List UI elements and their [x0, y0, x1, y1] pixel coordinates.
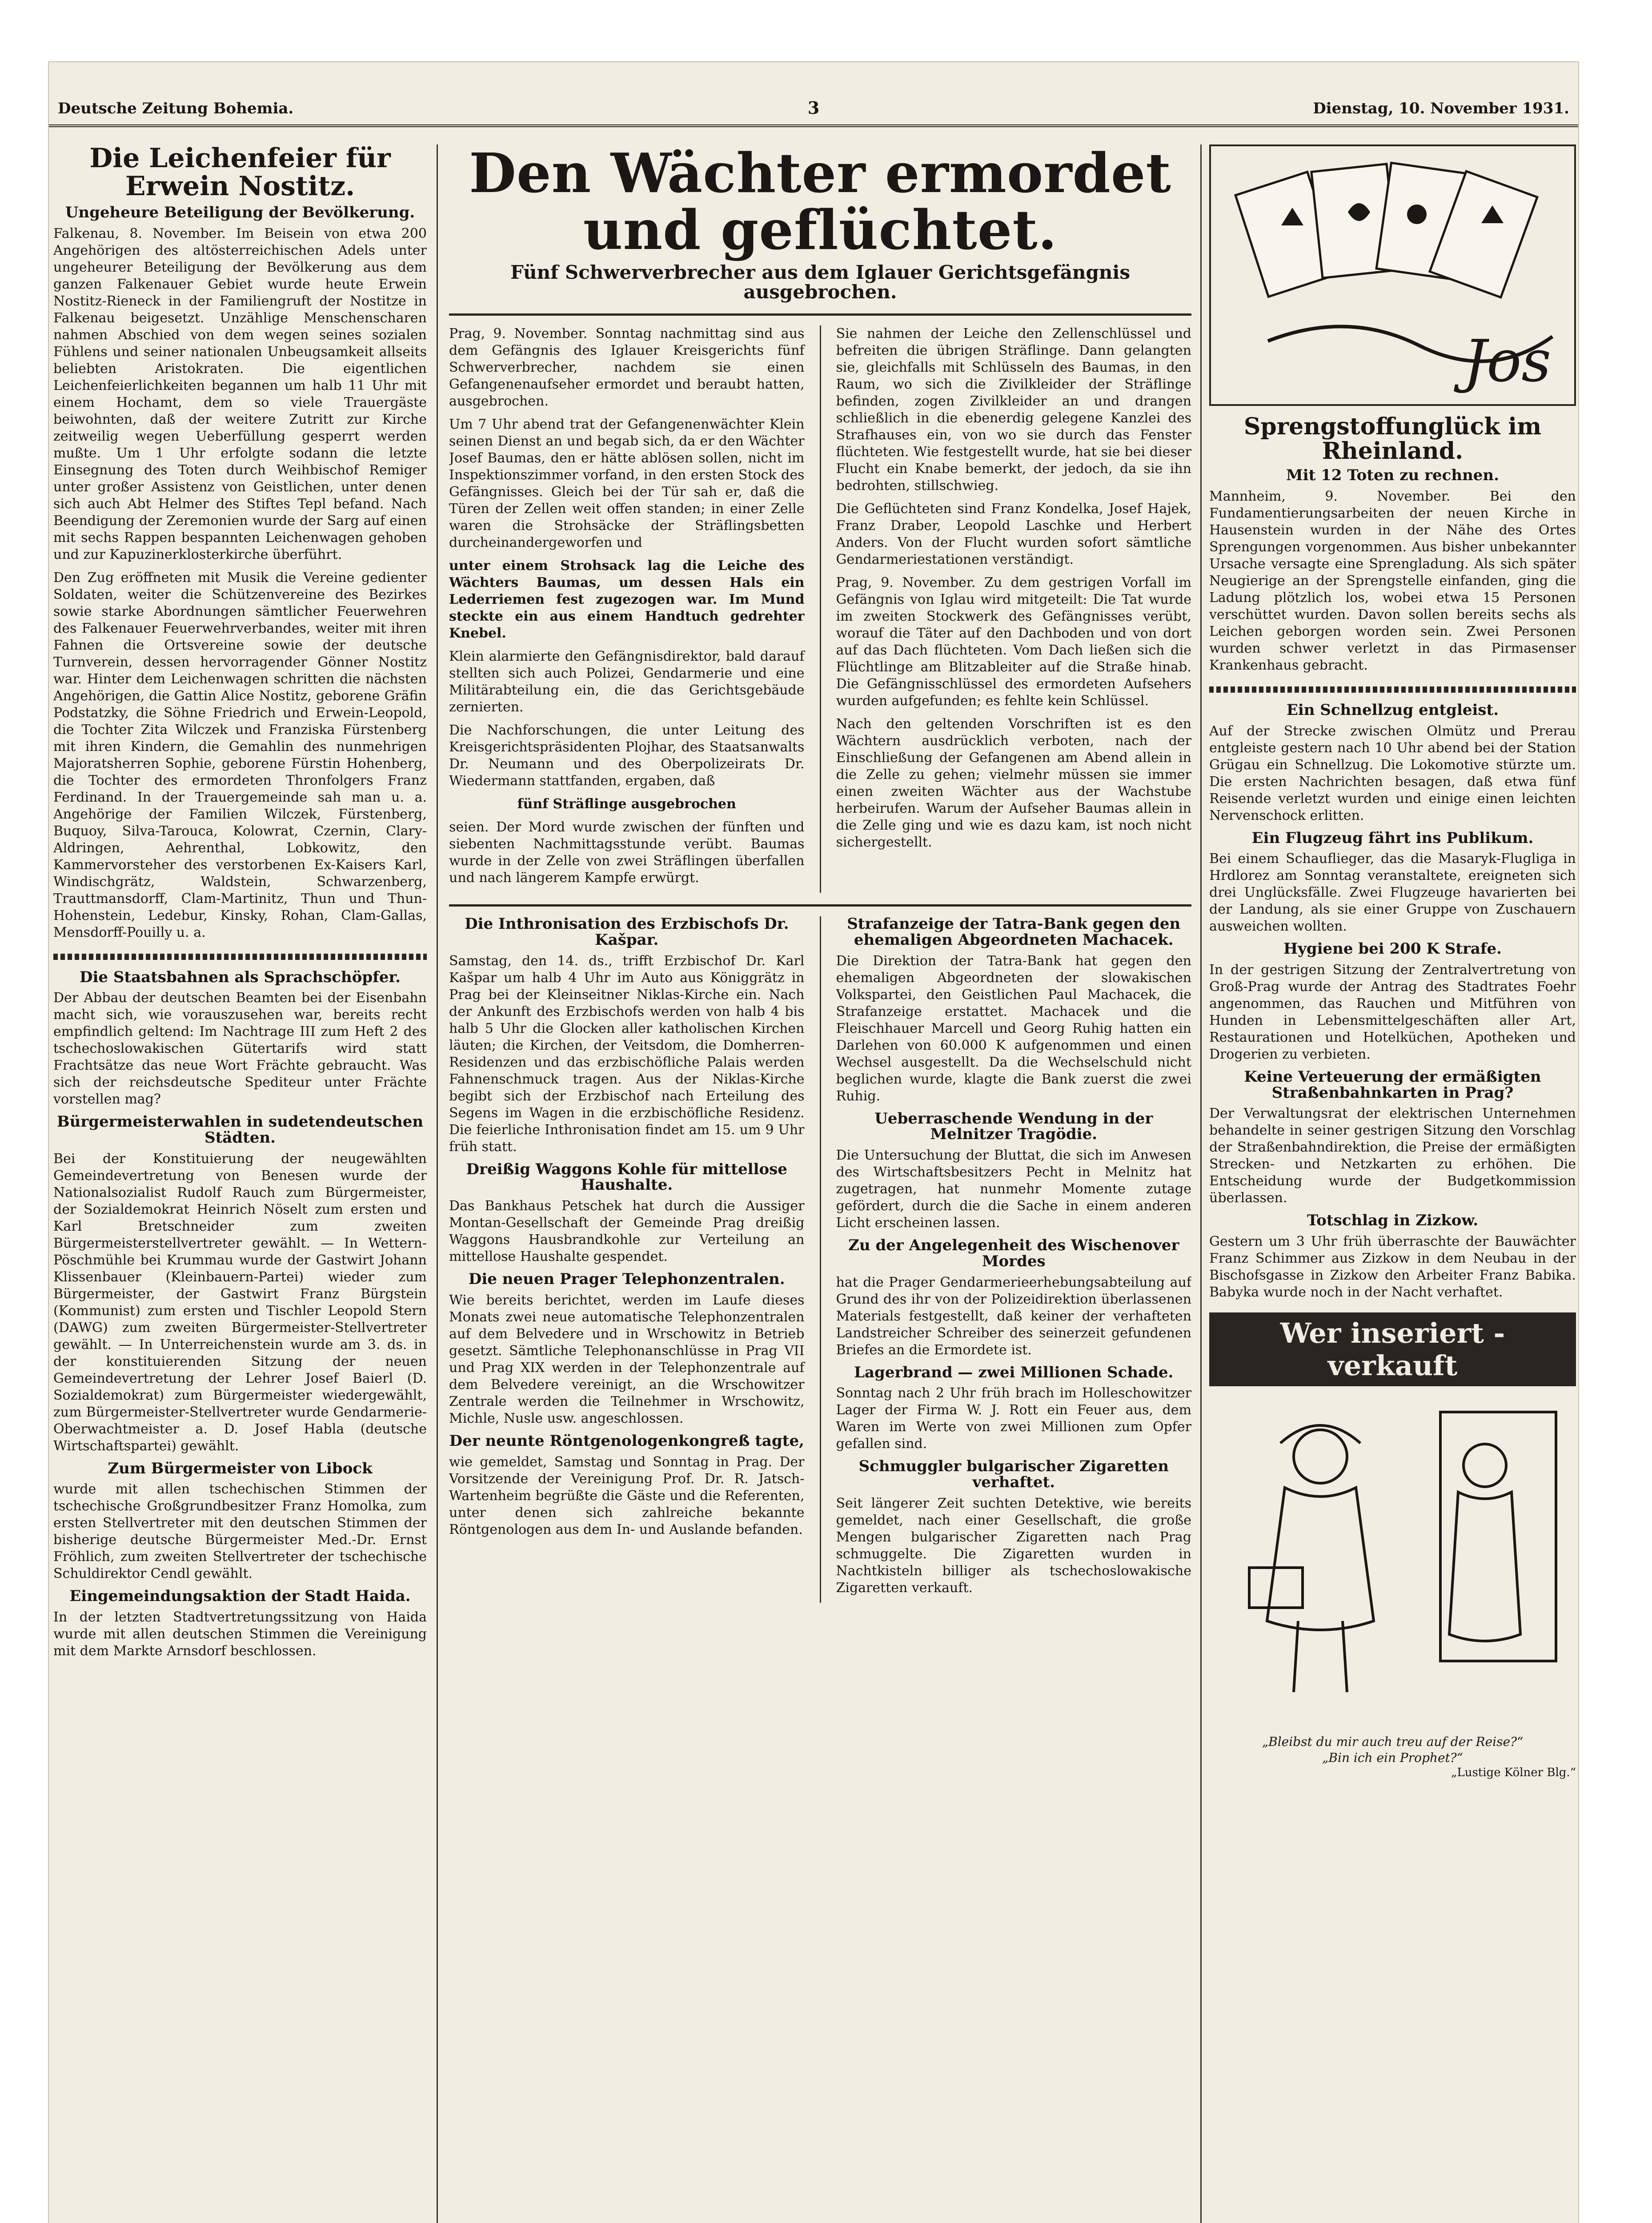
article-paragraph: In der gestrigen Sitzung der Zentralvertretung von Groß-Prag wurde der Antrag des Stadtrates Foehr angenommen, das Rauchen und Mitführen von Hunden in Lebensmittelgeschäften aller Art, Restaurationen und Hotelküchen, Apotheken und Drogerien zu verbieten.	[1209, 962, 1576, 1062]
main-story-body	[449, 325, 1191, 893]
article-paragraph: Wie bereits berichtet, werden im Laufe dieses Monats zwei neue automatische Telephonzentralen auf dem Belvedere und in Wrschowitz in Betrieb gesetzt. Sämtliche Telephonanschlüsse in Prag VII und Prag XIX werden in der Telephonzentrale auf dem Belvedere vereinigt, an die Wrschowitzer Zentrale werden die Teilnehmer in Wrschowitz, Michle, Nusle usw. angeschlossen.	[449, 1292, 805, 1426]
article-headline: Strafanzeige der Tatra-Bank gegen den ehemaligen Abgeordneten Machacek.	[847, 915, 1181, 949]
article-headline: Ein Flugzeug fährt ins Publikum.	[1251, 829, 1534, 847]
main-story-left	[449, 325, 805, 893]
article-paragraph: Um 7 Uhr abend trat der Gefangenenwächter Klein seinen Dienst an und begab sich, da er den Wächter Josef Baumas, den er hätte ablösen sollen, nicht im Inspektionszimmer vorfand, in den ersten Stock des Gefängnisses. Gleich bei der Tür sah er, daß die Türen der Zellen weit offen standen; in einer Zelle waren die Strohsäcke der Sträflingsbetten durcheinandergeworfen und	[449, 417, 805, 551]
article-paragraph: Die Direktion der Tatra-Bank hat gegen den ehemaligen Abgeordneten der slowakischen Volkspartei, den Geistlichen Paul Machacek, die Strafanzeige erstattet. Machacek und die Fleischhauer Marcell und Georg Ruhig hatten ein Darlehen von 60.000 K aufgenommen und einen Wechsel ausgestellt. Da die Wechselschuld nicht beglichen wurde, klagte die Bank zuerst die zwei Ruhig.	[836, 953, 1191, 1104]
column-rule	[820, 916, 821, 1602]
page-number: 3	[807, 98, 820, 118]
article-headline: Die Staatsbahnen als Sprachschöpfer.	[80, 968, 401, 986]
article-headline: Lagerbrand — zwei Millionen Schade.	[854, 1363, 1174, 1381]
cartoon-credit: „Lustige Kölner Blg.“	[1451, 1766, 1576, 1779]
article-subheadline: Ungeheure Beteiligung der Bevölkerung.	[65, 204, 415, 221]
section-rule	[449, 904, 1191, 907]
article-paragraph: Auf der Strecke zwischen Olmütz und Prerau entgleiste gestern nach 10 Uhr abend bei der Station Grügau ein Schnellzug. Die Lokomotive stürzte um. Die ersten Nachrichten besagen, daß etwa fünf Reisende verletzt wurden und einige einen leichten Nervenschock erlitten.	[1209, 723, 1576, 823]
article-headline: Die neuen Prager Telephonzentralen.	[468, 1270, 785, 1288]
article-paragraph: Der Abbau der deutschen Beamten bei der Eisenbahn macht sich, wie vorauszusehen war, bereits recht empfindlich geltend: Im Nachtrage III zum Heft 2 des tschechoslowakischen Gütertarifs wird statt Frachtsätze das neue Wort Frächte gebraucht. Was sich der reichsdeutsche Spediteur unter Frächte vorstellen mag?	[53, 990, 427, 1107]
article-paragraph: Falkenau, 8. November. Im Beisein von etwa 200 Angehörigen des altösterreichischen Adels unter ungeheurer Beteiligung der Bevölkerung aus dem ganzen Falkenauer Gebiet wurde heute Erwein Nostitz-Rieneck in der Familiengruft der Nostitze in Falkenau beigesetzt. Unzählige Menschenscharen nahmen Abschied von dem wegen seines sozialen Fühlens und seiner nationalen Unbeugsamkeit allseits beliebten Aristokraten. Die eigentlichen Leichenfeierlichkeiten begannen um halb 11 Uhr mit einem Hochamt, dem so viele Trauergäste beiwohnten, daß der weitere Zutritt zur Kirche zeitweilig wegen Ueberfüllung gesperrt werden mußte. Um 1 Uhr erfolgte sodann die letzte Einsegnung des Toten durch Weihbischof Remiger unter großer Assistenz von Geistlichen, unter denen sich auch Abt Helmer des Stiftes Tepl befand. Nach Beendigung der Zeremonien wurde der Sarg auf einen mit sechs Rappen bespannten Leichenwagen gehoben und zur Kapuzinerklosterkirche überführt.	[53, 225, 427, 562]
article-subheadline: Mit 12 Toten zu rechnen.	[1286, 466, 1499, 485]
article-headline: Schmuggler bulgarischer Zigaretten verhaftet.	[858, 1457, 1169, 1491]
article-headline: Ueberraschende Wendung in der Melnitzer Tragödie.	[874, 1109, 1153, 1144]
article-headline: Totschlag in Zizkow.	[1307, 1212, 1479, 1230]
article-subheading: fünf Sträflinge ausgebrochen	[517, 796, 736, 812]
column-left	[53, 144, 427, 2223]
article-paragraph: Prag, 9. November. Zu dem gestrigen Vorfall im Gefängnis von Iglau wird mitgeteilt: Die Tat wurde im zweiten Stockwerk des Gefängnisses verübt, worauf die Täter auf den Dachboden und von dort auf das Dach flüchteten. Vom Dach ließen sich die Flüchtlinge am Blitzableiter auf die Straße hinab. Die Gefängnisschlüssel des ermordeten Aufsehers wurden aufgefunden; es fehlte kein Schlüssel.	[836, 575, 1191, 709]
column-rule	[820, 325, 821, 893]
article-headline: Keine Verteuerung der ermäßigten Straßenbahnkarten in Prag?	[1244, 1067, 1541, 1102]
article-headline: Hygiene bei 200 K Strafe.	[1283, 940, 1502, 958]
article-headline: Die Inthronisation des Erzbischofs Dr. Kašpar.	[465, 915, 789, 949]
article-paragraph: Die Nachforschungen, die unter Leitung des Kreisgerichtspräsidenten Plojhar, des Staatsanwalts Dr. Neumann und des Oberpolizeirats Dr. Wiedermann stattfanden, ergaben, daß	[449, 722, 805, 789]
paper-name: Deutsche Zeitung Bohemia.	[58, 100, 294, 117]
section-divider	[1209, 686, 1576, 693]
column-right	[1209, 144, 1576, 2223]
article-headline: Dreißig Waggons Kohle für mittellose Haushalte.	[466, 1160, 787, 1194]
article-paragraph: Klein alarmierte den Gefängnisdirektor, bald darauf stellten sich auch Polizei, Gendarmerie und eine Militärabteilung ein, die das Gerichtsgebäude zernierten.	[449, 649, 805, 715]
newspaper-page	[49, 62, 1578, 2223]
news-briefs	[449, 916, 1191, 1602]
article-headline: Zu der Angelegenheit des Wischenover Mordes	[848, 1236, 1179, 1270]
column-rule	[1200, 144, 1202, 2223]
article-paragraph: Sie nahmen der Leiche den Zellenschlüssel und befreiten die übrigen Sträflinge. Dann gelangten sie, gleichfalls mit Schlüsseln des Baumas, in den Raum, wo sich die Zivilkleider der Sträflinge befinden, zogen Zivilkleider an und drangen schließlich in die ebenerdig gelegene Kanzlei des Strafhauses ein, von wo sie durch das Fenster flüchteten. Wie festgestellt wurde, hat sie bei dieser Flucht ein Knabe bemerkt, der jedoch, da sie ihn bedrohten, stillschwieg.	[836, 326, 1191, 494]
article-paragraph: Seit längerer Zeit suchten Detektive, wie bereits gemeldet, nach einer Gesellschaft, die große Mengen bulgarischer Zigaretten nach Prag schmuggelte. Die Zigaretten wurden in Nachtkisteln billiger als tschechoslowakische Zigaretten verkauft.	[836, 1495, 1191, 1596]
article-paragraph: Sonntag nach 2 Uhr früh brach im Holleschowitzer Lager der Firma W. J. Rott ein Feuer aus, dem Waren im Werte von zwei Millionen zum Opfer gefallen sind.	[836, 1385, 1191, 1452]
article-headline: Bürgermeisterwahlen in sudetendeutschen Städten.	[56, 1113, 424, 1147]
cartoon-illustration	[1209, 1394, 1574, 1732]
column-center	[449, 144, 1191, 2223]
article-highlight: unter einem Strohsack lag die Leiche des Wächters Baumas, um dessen Hals ein Lederriemen fest zugezogen war. Im Mund steckte ein aus einem Handtuch gedrehter Knebel.	[449, 558, 805, 642]
article-headline: Der neunte Röntgenologenkongreß tagte,	[449, 1432, 804, 1450]
article-paragraph: Das Bankhaus Petschek hat durch die Aussiger Montan-Gesellschaft der Gemeinde Prag dreißig Waggons Hausbrandkohle zur Verteilung an mittellose Haushalte gespendet.	[449, 1198, 805, 1265]
news-briefs-left	[449, 916, 805, 1602]
article-headline: Eingemeindungsaktion der Stadt Haida.	[69, 1587, 411, 1605]
article-paragraph: Prag, 9. November. Sonntag nachmittag sind aus dem Gefängnis des Iglauer Kreisgerichts fünf Schwerverbrecher, nachdem sie einen Gefangenenaufseher ermordet und beraubt hatten, ausgebrochen.	[449, 326, 805, 409]
article-paragraph: Samstag, den 14. ds., trifft Erzbischof Dr. Karl Kašpar um halb 4 Uhr im Auto aus Königgrätz in Prag bei der Kleinseitner Niklas-Kirche ein. Nach der Ankunft des Erzbischofs werden von halb 4 bis halb 5 Uhr die Glocken aller katholischen Kirchen läuten; die Kirchen, der Veitsdom, die Domherren-Residenzen und das erzbischöfliche Palais werden Fahnenschmuck tragen. Aus der Niklas-Kirche begibt sich der Erzbischof nach Erteilung des Segens im Wagen in die erzbischöfliche Residenz. Die feierliche Inthronisation findet am 15. um 9 Uhr früh statt.	[449, 953, 805, 1155]
article-paragraph: seien. Der Mord wurde zwischen der fünften und siebenten Nachmittagsstunde verübt. Baumas wurde in der Zelle von zwei Sträflingen überfallen und nach längerem Kampfe erwürgt.	[449, 819, 805, 886]
article-paragraph: Der Verwaltungsrat der elektrischen Unternehmen behandelte in seiner gestrigen Sitzung den Vorschlag der Straßenbahndirektion, die Preise der ermäßigten Strecken- und Netzkarten zu erhöhen. Die Entscheidung wurde der Budgetkommission überlassen.	[1209, 1106, 1576, 1206]
article-paragraph: Die Geflüchteten sind Franz Kondelka, Josef Hajek, Franz Draber, Leopold Laschke und Herbert Anders. Von der Flucht wurden sofort sämtliche Gendarmeriestationen verständigt.	[836, 501, 1191, 568]
article-paragraph: hat die Prager Gendarmerieerhebungsabteilung auf Grund des ihr von der Polizeidirektion überlassenen Materials festgestellt, daß keiner der verhafteten Landstreicher Schreiber des seinerzeit gefundenen Briefes an die Ermordete ist.	[836, 1274, 1191, 1358]
article-paragraph: Die Untersuchung der Bluttat, die sich im Anwesen des Wirtschaftsbesitzers Pecht in Melnitz hat zugetragen, hat nunmehr Momente zutage gefördert, durch die die Sache in einem anderen Licht erscheinen lassen.	[836, 1148, 1191, 1231]
main-headline: Den Wächter ermordet und geflüchtet.	[469, 144, 1171, 262]
article-headline: Die Leichenfeier für Erwein Nostitz.	[89, 144, 391, 202]
article-paragraph: Den Zug eröffneten mit Musik die Vereine gedienter Soldaten, weiter die Schützenvereine des Bezirkes sowie starke Abordnungen sämtlicher Feuerwehren des Falkenauer Feuerwehrverbandes, weiter mit ihren Fahnen die Ortsvereine sowie der deutsche Turnverein, dessen hervorragender Gönner Nostitz war. Hinter dem Leichenwagen schritten die nächsten Angehörigen, die Gattin Alice Nostitz, geborene Gräfin Podstatzky, die Söhne Friedrich und Erwein-Leopold, die Tochter Zita Wilczek und Franziska Fürstenberg mit ihren Kindern, die Gemahlin des nunmehrigen Majoratsherren Sophie, geborene Fürstin Hohenberg, die Tochter des ermordeten Thronfolgers Franz Ferdinand. In der Trauergemeinde sah man u. a. Angehörige der Familien Wilczek, Fürstenberg, Buquoy, Silva-Tarouca, Kolowrat, Czernin, Clary-Aldringen, Aehrenthal, Lobkowitz, den Kammervorsteher des verstorbenen Ex-Kaisers Karl, Windischgrätz, Waldstein, Schwarzenberg, Trauttmansdorff, Clam-Martinitz, Thun und Thun-Hohenstein, Ledebur, Kinsky, Rohan, Clam-Gallas, Mensdorff-Pouilly u. a.	[53, 570, 427, 940]
cartoon-caption-line: „Bin ich ein Prophet?“	[1322, 1750, 1464, 1765]
article-paragraph: wurde mit allen tschechischen Stimmen der tschechische Großgrundbesitzer Franz Homolka, zum ersten Stellvertreter mit den deutschen Stimmen der bisherige deutsche Bürgermeister Med.-Dr. Ernst Fröhlich, zum zweiten Stellvertreter der tschechische Schuldirektor Cendl gewählt.	[53, 1481, 427, 1582]
article-headline: Sprengstoffunglück im Rheinland.	[1243, 413, 1542, 465]
article-paragraph: Nach den geltenden Vorschriften ist es den Wächtern ausdrücklich verboten, nach der Einschließung der Gefangenen am Abend allein in die Zelle zu gehen; vielmehr müssen sie immer einen zweiten Wächter aus der Wachstube herbeirufen. Warum der Aufseher Baumas allein in die Zelle ging und wie es dazu kam, ist noch nicht sichergestellt.	[836, 716, 1191, 851]
masthead-strip	[49, 93, 1578, 127]
article-paragraph: wie gemeldet, Samstag und Sonntag in Prag. Der Vorsitzende der Vereinigung Prof. Dr. R. Jatsch-Wartenheim begrüßte die Gäste und die Referenten, unter denen sich zahlreiche bekannte Röntgenologen aus dem In- und Auslande befanden.	[449, 1454, 805, 1537]
main-subheadline: Fünf Schwerverbrecher aus dem Iglauer Gerichtsgefängnis ausgebrochen.	[510, 261, 1130, 303]
news-briefs-right	[836, 916, 1192, 1602]
main-story-right	[836, 325, 1192, 893]
playing-cards-illustration	[1215, 150, 1568, 399]
section-divider	[53, 954, 427, 960]
article-headline: Zum Bürgermeister von Libock	[108, 1459, 373, 1477]
article-headline: Ein Schnellzug entgleist.	[1286, 701, 1499, 719]
ad-brand-label: Jos	[1464, 327, 1552, 395]
column-rule	[437, 144, 438, 2223]
article-paragraph: Mannheim, 9. November. Bei den Fundamentierungsarbeiten der neuen Kirche in Hausenstein wurden in der Nähe des Ortes Sprengungen vorgenommen. Aus bisher unbekannter Ursache versagte eine Sprengladung. Als sich später Neugierige an der Sprengstelle einfanden, ging die Ladung plötzlich los, wobei etwa 15 Personen verschüttet wurden. Davon sollen bereits sechs als Leichen geborgen worden sein. Zwei Personen wurden schwer verletzt in das Pirmasenser Krankenhaus gebracht.	[1209, 488, 1576, 673]
article-paragraph: Bei der Konstituierung der neugewählten Gemeindevertretung von Benesen wurde der Nationalsozialist Rudolf Rauch zum Bürgermeister, der Sozialdemokrat Heinrich Nöselt zum ersten und Karl Bretschneider zum zweiten Bürgermeisterstellvertreter gewählt. — In Wettern-Pöschmühle bei Krummau wurde der Gastwirt Johann Klissenbauer (Kleinbauern-Partei) wieder zum Bürgermeister, der Gastwirt Franz Bürgstein (Kommunist) zum ersten und Tischler Leopold Stern (DAWG) zum zweiten Bürgermeister-Stellvertreter gewählt. — In Unterreichenstein wurde am 3. ds. in der konstituierenden Sitzung der neuen Gemeindevertretung der Lehrer Josef Baierl (D. Sozialdemokrat) zum Bürgermeister wiedergewählt, zum Bürgermeister-Stellvertreter wurde Gendarmerie-Oberwachtmeister a. D. Josef Habla (deutsche Wirtschaftspartei) gewählt.	[53, 1151, 427, 1454]
jos-advertisement	[1209, 144, 1576, 406]
article-paragraph: In der letzten Stadtvertretungssitzung von Haida wurde mit allen deutschen Stimmen die Vereinigung mit dem Markte Arnsdorf beschlossen.	[53, 1609, 427, 1659]
article-paragraph: Gestern um 3 Uhr früh überraschte der Bauwächter Franz Schimmer aus Zizkow in dem Neubau in der Bischofsgasse in Zizkow den Arbeiter Franz Babika. Babyka wurde noch in der Nacht verhaftet.	[1209, 1234, 1576, 1300]
issue-date: Dienstag, 10. November 1931.	[1313, 100, 1569, 117]
article-paragraph: Bei einem Schauflieger, das die Masaryk-Flugliga in Hrdlorez am Sonntag veranstaltete, ereigneten sich drei Unglücksfälle. Zwei Flugzeuge havarierten bei der Landung, als sie einer Gruppe von Zuschauern ausweichen wollten.	[1209, 851, 1576, 935]
ad-banner: Wer inseriert - verkauft	[1209, 1312, 1576, 1386]
cartoon-caption-line: „Bleibst du mir auch treu auf der Reise?“	[1262, 1734, 1524, 1749]
headline-rule	[449, 313, 1191, 316]
